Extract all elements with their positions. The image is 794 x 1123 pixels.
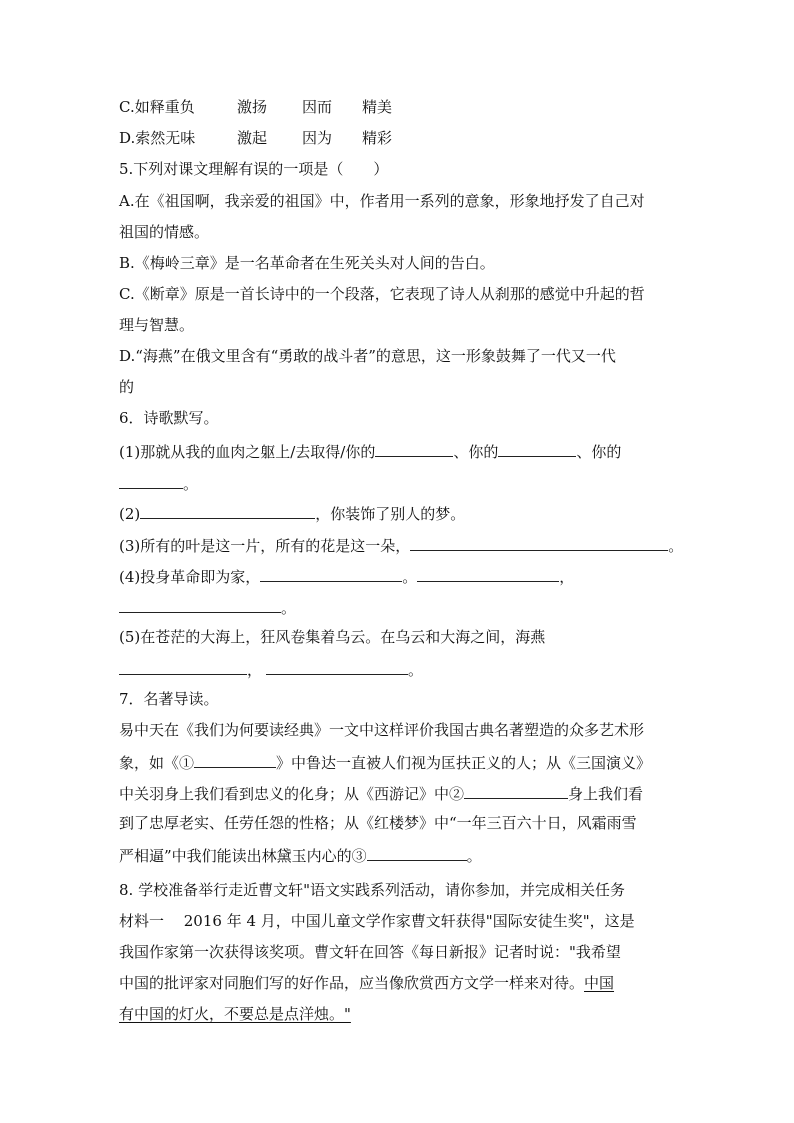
answer-blank[interactable] [194, 751, 276, 768]
q5-option-a: A.在《祖国啊，我亲爱的祖国》中，作者用一系列的意象，形象地抒发了自己对 [119, 192, 645, 210]
answer-blank[interactable] [119, 596, 281, 613]
answer-blank[interactable] [119, 472, 183, 489]
answer-blank[interactable] [266, 658, 408, 675]
q7-line-1: 易中天在《我们为何要读经典》一文中这样评价我国古典名著塑造的众多艺术形 [119, 721, 645, 739]
answer-blank[interactable] [464, 782, 568, 799]
q6-stem: 6．诗歌默写。 [119, 409, 219, 427]
answer-blank[interactable] [410, 534, 668, 551]
q6-item-3: (3)所有的叶是这一片，所有的花是这一朵， 。 [119, 534, 683, 556]
q5-option-c-cont: 理与智慧。 [119, 316, 195, 334]
answer-blank[interactable] [119, 658, 247, 675]
q8-line-1: 8. 学校准备举行走近曹文轩"语文实践系列活动，请你参加，并完成相关任务 [119, 881, 625, 899]
q5-option-c: C.《断章》原是一首长诗中的一个段落，它表现了诗人从刹那的感觉中升起的哲 [119, 285, 645, 303]
q6-item-5: (5)在苍茫的大海上，狂风卷集着乌云。在乌云和大海之间，海燕 [119, 628, 546, 646]
q8-line-5 [119, 1004, 351, 1024]
answer-blank[interactable] [417, 565, 559, 582]
option-word: 精美 [362, 98, 393, 116]
q7-line-2: 象，如《① 》中鲁达一直被人们视为匡扶正义的人；从《三国演义》 [119, 751, 651, 773]
q7-stem: 7．名著导读。 [119, 690, 219, 708]
underlined-quote: 中国 [584, 974, 615, 992]
option-word: 激扬 [237, 98, 268, 116]
q5-option-d: D.“海燕”在俄文里含有“勇敢的战斗者”的意思，这一形象鼓舞了一代又一代 [119, 347, 616, 365]
q7-line-5: 严相逼”中我们能读出林黛玉内心的③ 。 [119, 844, 482, 866]
option-word: 如释重负 [134, 98, 195, 116]
q5-option-d-cont: 的 [119, 378, 135, 396]
q6-item-1: (1)那就从我的血肉之躯上/去取得/你的 、你的 、你的 [119, 440, 621, 462]
answer-blank[interactable] [375, 440, 453, 457]
option-c-row [119, 97, 392, 117]
option-d-row [119, 128, 392, 148]
q5-stem: 5.下列对课文理解有误的一项是（ ） [119, 160, 389, 178]
answer-blank[interactable] [260, 565, 402, 582]
answer-blank[interactable] [498, 440, 576, 457]
q7-line-3: 中关羽身上我们看到忠义的化身；从《西游记》中② 身上我们看 [119, 782, 643, 804]
option-word: 索然无味 [135, 129, 196, 147]
answer-blank[interactable] [140, 502, 315, 519]
q8-line-3: 我国作家第一次获得该奖项。曹文轩在回答《每日新报》记者时说："我希望 [119, 943, 621, 961]
q5-option-b: B.《梅岭三章》是一名革命者在生死关头对人间的告白。 [119, 254, 495, 272]
option-word: 因为 [302, 129, 333, 147]
q5-option-a-cont: 祖国的情感。 [119, 223, 210, 241]
option-label: D. [119, 129, 136, 147]
option-word: 因而 [302, 98, 333, 116]
answer-blank[interactable] [367, 844, 467, 861]
option-label: C. [119, 98, 135, 116]
q6-item-1-cont: 。 [119, 472, 198, 494]
option-word: 精彩 [362, 129, 393, 147]
q6-item-5-cont: ， 。 [119, 658, 423, 680]
q6-item-4-cont: 。 [119, 596, 296, 618]
q8-line-2: 材料一 2016 年 4 月，中国儿童文学作家曹文轩获得"国际安徒生奖"，这是 [119, 912, 635, 930]
option-word: 激起 [237, 129, 268, 147]
q7-line-4: 到了忠厚老实、任劳任怨的性格；从《红楼梦》中“一年三百六十日，风霜雨雪 [119, 814, 637, 832]
q6-item-4: (4)投身革命即为家， 。 ， [119, 565, 574, 587]
q8-line-4: 中国的批评家对同胞们写的好作品，应当像欣赏西方文学一样来对待。中国 [119, 974, 615, 992]
underlined-quote: 有中国的灯火，不要总是点洋烛。" [119, 1005, 351, 1023]
q6-item-2: (2) ，你装饰了别人的梦。 [119, 502, 465, 524]
